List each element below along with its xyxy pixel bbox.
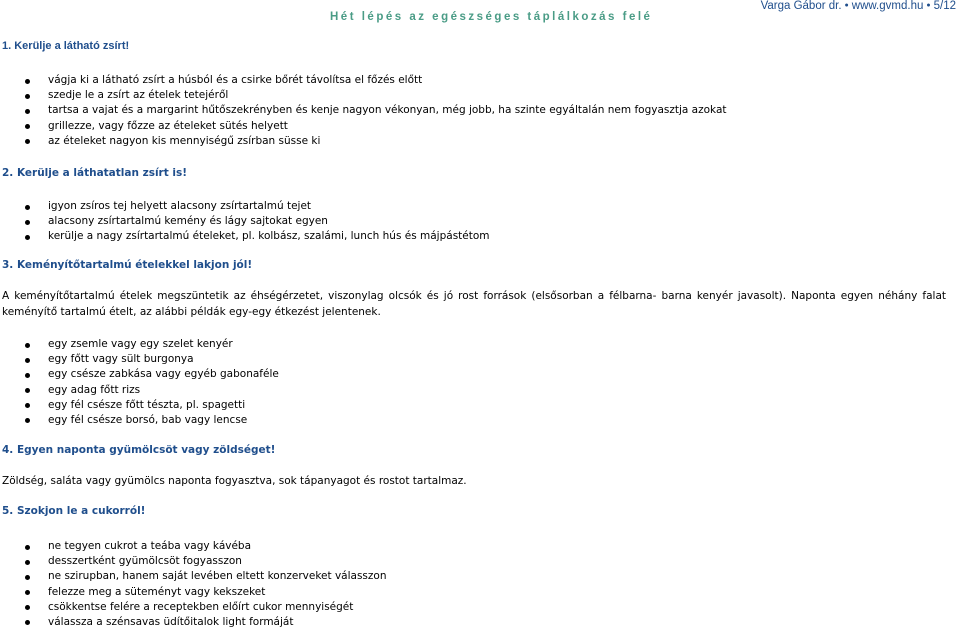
list-item: alacsony zsírtartalmú kemény és lágy sajtokat egyen: [0, 214, 490, 229]
section-1-heading: 1. Kerülje a látható zsírt!: [2, 40, 130, 52]
list-item: ne szirupban, hanem saját levében eltett konzerveket válasszon: [0, 569, 387, 584]
list-item: igyon zsíros tej helyett alacsony zsírtartalmú tejet: [0, 199, 490, 214]
list-item: az ételeket nagyon kis mennyiségű zsírban süsse ki: [0, 134, 727, 149]
section-4-paragraph: Zöldség, saláta vagy gyümölcs naponta fogyasztva, sok tápanyagot és rostot tartalmaz.: [2, 475, 467, 487]
list-item: tartsa a vajat és a margarint hűtőszekrényben és kenje nagyon vékonyan, még jobb, ha szinte egyáltalán nem fogyasztja azokat: [0, 103, 727, 118]
list-item: vágja ki a látható zsírt a húsból és a csirke bőrét távolítsa el főzés előtt: [0, 73, 727, 88]
section-2-list: [0, 199, 490, 245]
page-header-meta: [761, 0, 956, 12]
bullet-separator-icon: ●: [844, 2, 849, 9]
list-item: ne tegyen cukrot a teába vagy kávéba: [0, 539, 387, 554]
author-name: Varga Gábor dr.: [760, 0, 842, 12]
page-number: 5/12: [933, 0, 956, 12]
list-item: válassza a szénsavas üdítőitalok light formáját: [0, 615, 387, 630]
list-item: kerülje a nagy zsírtartalmú ételeket, pl. kolbász, szalámi, lunch hús és májpástétom: [0, 229, 490, 244]
list-item: csökkentse felére a receptekben előírt cukor mennyiségét: [0, 600, 387, 615]
list-item: egy főtt vagy sült burgonya: [0, 352, 279, 367]
section-4-heading: 4. Egyen naponta gyümölcsöt vagy zöldséget!: [2, 444, 276, 456]
list-item: egy csésze zabkása vagy egyéb gabonaféle: [0, 367, 279, 382]
section-5-heading: 5. Szokjon le a cukorról!: [2, 505, 146, 517]
section-2-heading: 2. Kerülje a láthatatlan zsírt is!: [2, 167, 188, 179]
list-item: desszertként gyümölcsöt fogyasszon: [0, 554, 387, 569]
document-title: Hét lépés az egészséges táplálkozás felé: [330, 11, 653, 23]
list-item: egy adag főtt rizs: [0, 383, 279, 398]
section-1-list: [0, 73, 727, 149]
list-item: egy zsemle vagy egy szelet kenyér: [0, 337, 279, 352]
list-item: egy fél csésze főtt tészta, pl. spagetti: [0, 398, 279, 413]
section-3-paragraph: A keményítőtartalmú ételek megszüntetik az éhségérzetet, viszonylag olcsók és jó rost források (elsősorban a félbarna- barna kenyér javasolt). Naponta egyen néhány falat keményítő tartalmú ételt, az alábbi példák egy-egy étkezést jelentenek.: [2, 290, 946, 318]
website: www.gvmd.hu: [851, 0, 924, 12]
list-item: grillezze, vagy főzze az ételeket sütés helyett: [0, 119, 727, 134]
list-item: felezze meg a süteményt vagy kekszeket: [0, 585, 387, 600]
section-5-list: [0, 539, 387, 630]
list-item: szedje le a zsírt az ételek tetejéről: [0, 88, 727, 103]
list-item: egy fél csésze borsó, bab vagy lencse: [0, 413, 279, 428]
bullet-separator-icon: ●: [926, 2, 931, 9]
section-3-list: [0, 337, 279, 428]
section-3-heading: 3. Keményítőtartalmú ételekkel lakjon jól!: [2, 259, 253, 271]
